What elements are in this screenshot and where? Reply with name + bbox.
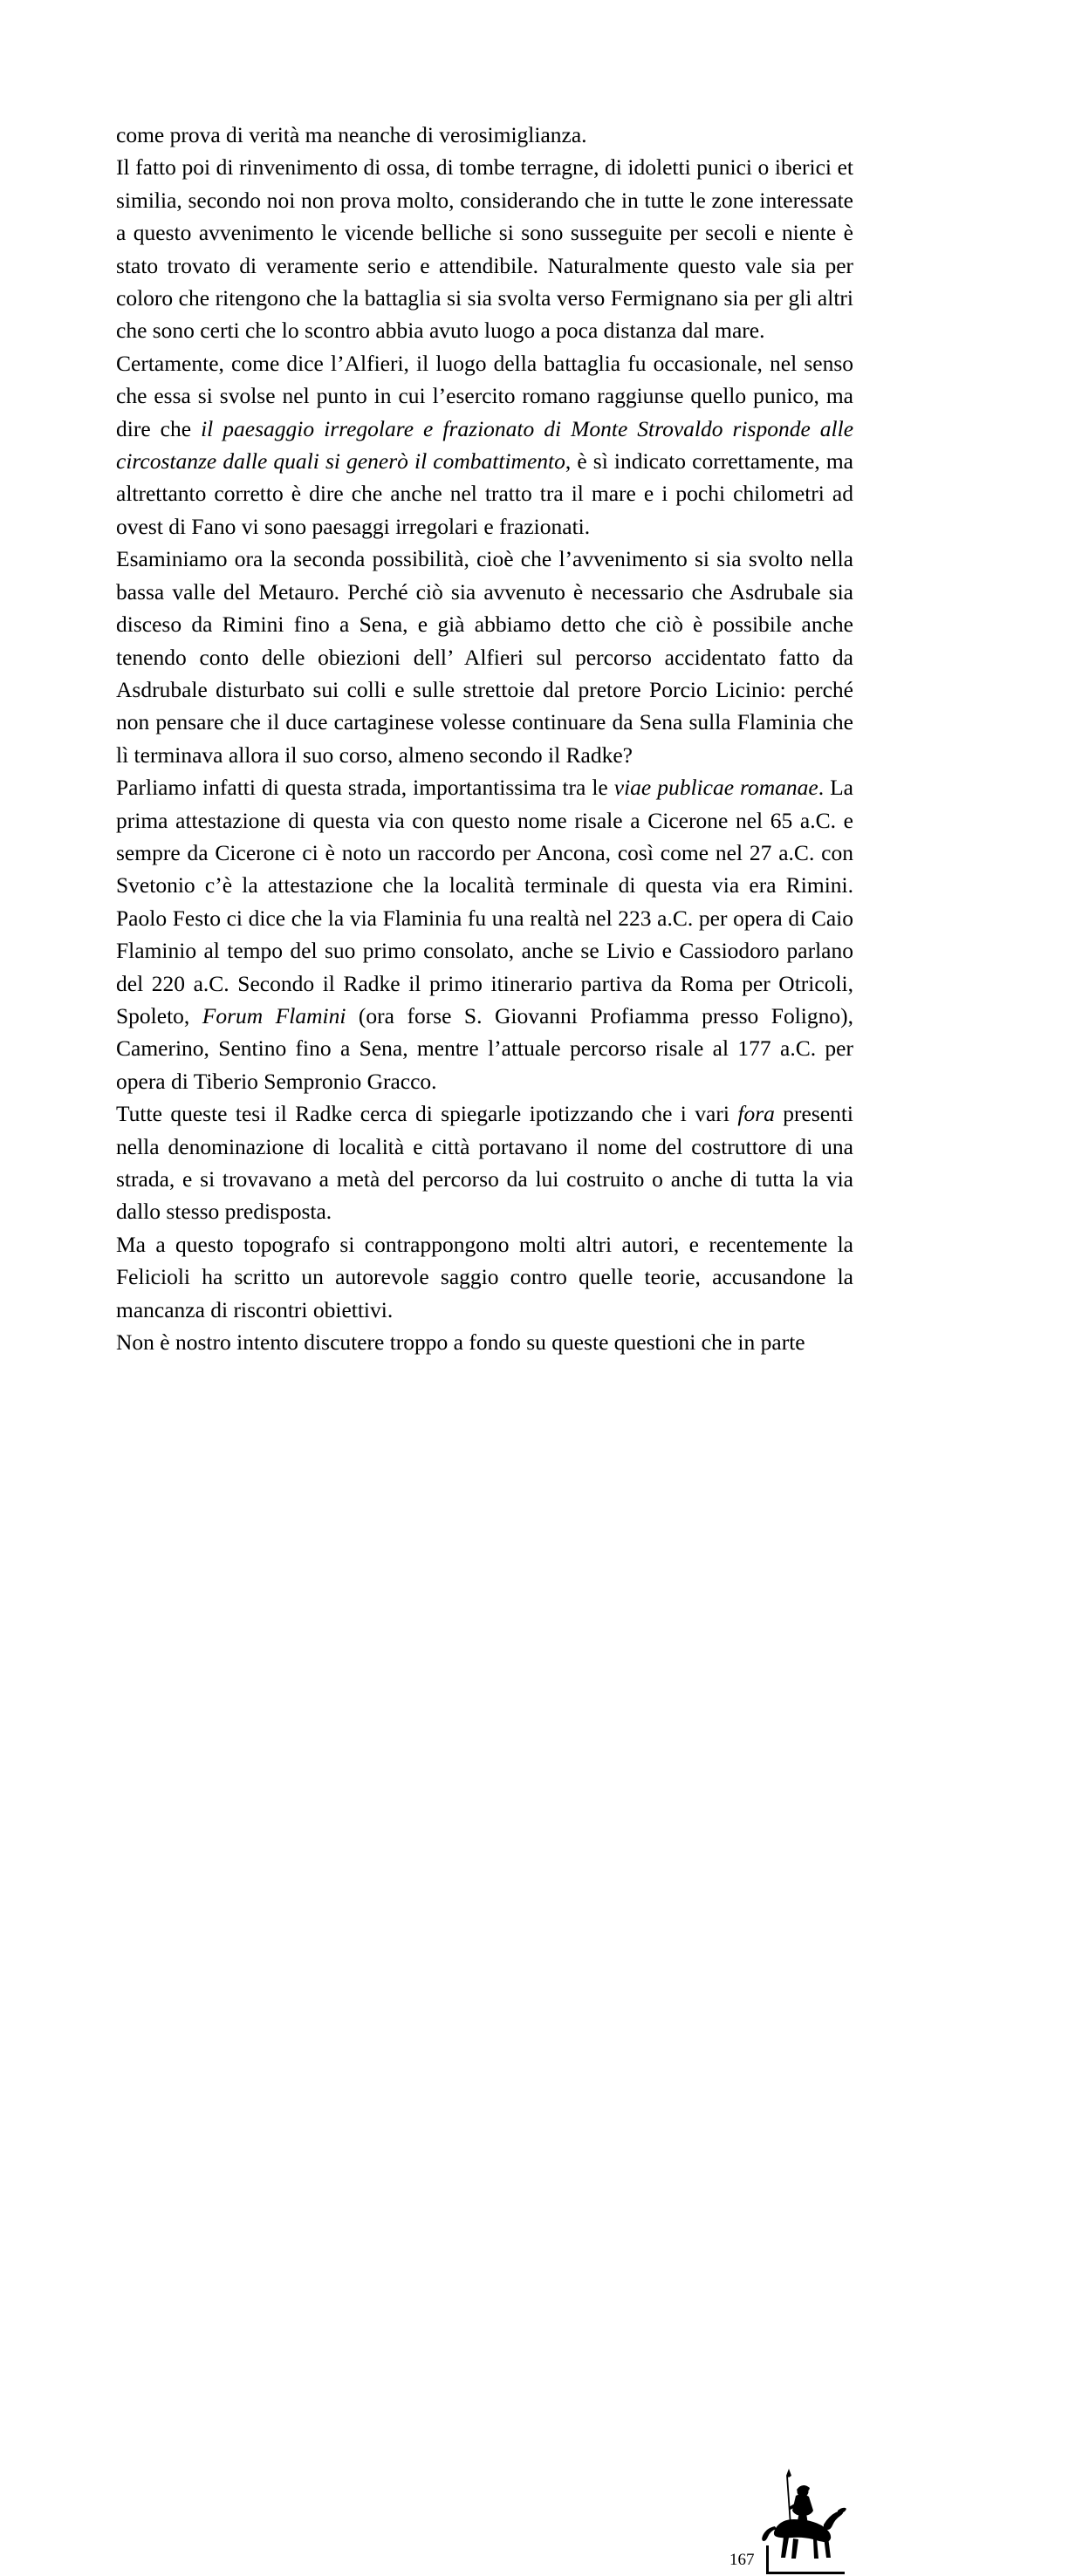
body-text-column <box>116 119 853 1358</box>
text-run: Esaminiamo ora la seconda possibilità, cioè che l’avvenimento si sia svolto nella bassa valle del Metauro. Perché ciò sia avvenuto è necessario che Asdrubale sia disceso da Rimini fino a Sena, e già abbiamo detto che ciò è possibile anche tenendo conto delle obiezioni dell’ Alfieri sul percorso accidentato fatto da Asdrubale disturbato sui colli e sulle strettoie dal pretore Porcio Licinio: perché non pensare che il duce cartaginese volesse continuare da Sena sulla Flaminia che lì terminava allora il suo corso, almeno secondo il Radke? <box>116 546 853 768</box>
text-run: Certamente, come dice l’Alfieri, il luogo della battaglia fu occasionale, nel senso che essa si svolse nel punto in cui l’esercito romano raggiunse quello punico, ma dire che <box>116 350 853 441</box>
text-run: . La prima attestazione di questa via con questo nome risale a Cicerone nel 65 a.C. e sempre da Cicerone ci è noto un raccordo per Ancona, così come nel 27 a.C. con Svetonio c’è la attestazione che la località terminale di questa via era Rimini. Paolo Festo ci dice che la via Flaminia fu una realtà nel 223 a.C. per opera di Caio Flaminio al tempo del suo primo consolato, anche se Livio e Cassiodoro parlano del 220 a.C. Secondo il Radke il primo itinerario partiva da Roma per Otricoli, Spoleto, <box>116 775 853 1028</box>
paragraph <box>116 347 853 543</box>
paragraph <box>116 119 853 151</box>
paragraph <box>116 543 853 771</box>
text-run: Il fatto poi di rinvenimento di ossa, di tombe terragne, di idoletti punici o iberici et similia, secondo noi non prova molto, considerando che in tutte le zone interessate a questo avvenimento le vicende belliche si sono susseguite per secoli e niente è stato trovato di veramente serio e attendibile. Naturalmente questo vale sia per coloro che ritengono che la battaglia si sia svolta verso Fermignano sia per gli altri che sono certi che lo scontro abbia avuto luogo a poca distanza dal mare. <box>116 154 853 344</box>
text-run: presenti nella denominazione di località e città portavano il nome del costruttore di una strada, e si trovavano a metà del percorso da lui costruito o anche di tutta la via dallo stesso predisposta. <box>116 1101 853 1225</box>
text-run: , è sì indicato correttamente, ma altrettanto corretto è dire che anche nel tratto tra il mare e i pochi chilometri ad ovest di Fano vi sono paesaggi irregolari e frazionati. <box>116 448 853 539</box>
paragraph <box>116 151 853 346</box>
page-number: 167 <box>729 2551 755 2569</box>
italic-run: viae publicae romanae <box>613 775 818 801</box>
paragraph <box>116 771 853 1097</box>
text-run: Parliamo infatti di questa strada, importantissima tra le <box>116 775 614 801</box>
paragraph <box>116 1097 853 1228</box>
text-run: Non è nostro intento discutere troppo a fondo su queste questioni che in parte <box>116 1329 805 1356</box>
text-run: Tutte queste tesi il Radke cerca di spiegarle ipotizzando che i vari <box>116 1101 738 1127</box>
footer-rule-horizontal <box>766 2572 845 2574</box>
italic-run: fora <box>737 1101 775 1127</box>
italic-run: Forum Flamini <box>202 1002 346 1028</box>
text-run: Ma a questo topografo si contrappongono molti altri autori, e recentemente la Felicioli ha scritto un autorevole saggio contro quelle teorie, accusandone la mancanza di riscontri obiettivi. <box>116 1231 853 1322</box>
page-footer <box>0 1247 1082 2569</box>
text-run: come prova di verità ma neanche di verosimiglianza. <box>116 122 587 147</box>
italic-run: il paesaggio irregolare e frazionato di Monte Strovaldo risponde alle circostanze dalle quali si generò il combattimento <box>116 415 854 475</box>
footer-rule-vertical <box>766 2545 769 2574</box>
text-run: (ora forse S. Giovanni Profiamma presso Foligno), Camerino, Sentino fino a Sena, mentre l’attuale percorso risale al 177 a.C. per opera di Tiberio Sempronio Gracco. <box>116 1002 853 1094</box>
